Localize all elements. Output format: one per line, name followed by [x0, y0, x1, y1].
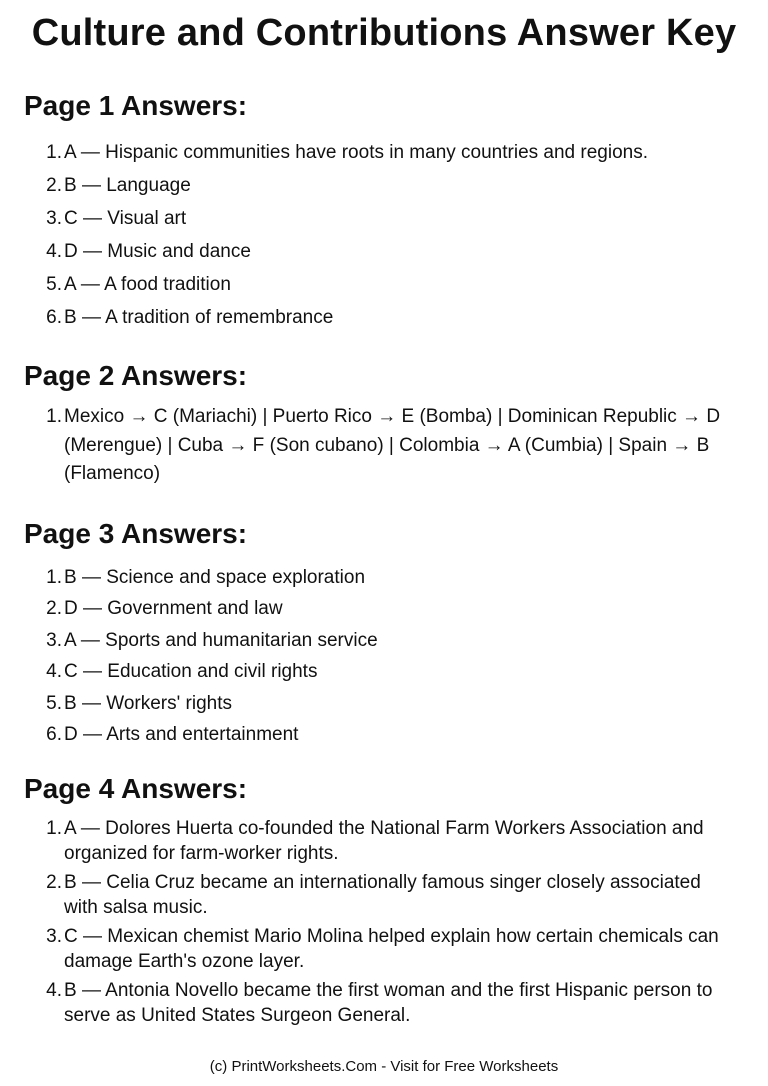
list-item	[24, 403, 724, 489]
item-text: B — Antonia Novello became the first woman and the first Hispanic person to serve as United States Surgeon General.	[64, 980, 713, 1026]
list-item	[24, 870, 724, 920]
answer-list-page-2	[24, 403, 724, 489]
item-text: Mexico → C (Mariachi) | Puerto Rico → E (Bomba) | Dominican Republic → D (Merengue) | Cuba → F (Son cubano) | Colombia → A (Cumbia) | Spain → B (Flamenco)	[64, 406, 721, 484]
list-item	[24, 593, 724, 624]
section-heading-page-1: Page 1 Answers:	[24, 90, 248, 121]
item-number: 3.	[46, 629, 62, 651]
list-item	[24, 816, 724, 866]
item-number: 1.	[46, 142, 62, 163]
item-text: A — A food tradition	[64, 274, 231, 295]
list-item	[24, 656, 724, 687]
item-number: 3.	[46, 926, 62, 947]
item-text: A — Hispanic communities have roots in many countries and regions.	[64, 142, 648, 163]
item-number: 6.	[46, 307, 62, 328]
answer-list-page-4	[24, 816, 724, 1032]
item-number: 4.	[46, 241, 62, 262]
item-number: 1.	[46, 567, 62, 588]
item-text: B — A tradition of remembrance	[64, 307, 334, 328]
list-item	[24, 268, 724, 301]
item-number: 4.	[46, 980, 62, 1001]
item-text: D — Arts and entertainment	[64, 724, 299, 746]
item-number: 6.	[46, 724, 62, 746]
page-title: Culture and Contributions Answer Key	[31, 12, 737, 54]
item-text: A — Dolores Huerta co-founded the National Farm Workers Association and organized for farm-worker rights.	[64, 818, 704, 864]
answer-list-page-3	[24, 562, 724, 750]
list-item	[24, 562, 724, 593]
item-number: 1.	[46, 818, 62, 839]
item-number: 2.	[46, 872, 62, 893]
item-number: 2.	[46, 598, 62, 620]
item-text: D — Government and law	[64, 598, 283, 620]
list-item	[24, 625, 724, 656]
section-heading-page-2: Page 2 Answers:	[24, 360, 248, 391]
list-item	[24, 719, 724, 750]
item-number: 3.	[46, 208, 62, 229]
item-number: 4.	[46, 661, 62, 683]
section-heading-page-3: Page 3 Answers:	[24, 518, 248, 549]
item-text: C — Education and civil rights	[64, 661, 318, 683]
item-number: 5.	[46, 692, 62, 714]
list-item	[24, 202, 724, 235]
list-item	[24, 136, 724, 169]
item-text: B — Science and space exploration	[64, 567, 366, 588]
item-number: 1.	[46, 406, 62, 427]
list-item	[24, 978, 724, 1028]
list-item	[24, 169, 724, 202]
answer-list-page-1	[24, 136, 724, 334]
section-heading-page-4: Page 4 Answers:	[24, 773, 248, 804]
item-number: 2.	[46, 175, 62, 196]
list-item	[24, 301, 724, 334]
item-text: D — Music and dance	[64, 241, 251, 262]
item-text: C — Mexican chemist Mario Molina helped explain how certain chemicals can damage Earth's ozone layer.	[64, 926, 719, 972]
item-text: B — Workers' rights	[64, 692, 232, 714]
footer-credit: (c) PrintWorksheets.Com - Visit for Free Worksheets	[209, 1058, 559, 1075]
list-item	[24, 235, 724, 268]
item-text: B — Celia Cruz became an internationally famous singer closely associated with salsa music.	[64, 872, 701, 918]
list-item	[24, 688, 724, 719]
item-number: 5.	[46, 274, 62, 295]
item-text: B — Language	[64, 175, 191, 196]
item-text: A — Sports and humanitarian service	[64, 629, 378, 651]
list-item	[24, 924, 724, 974]
item-text: C — Visual art	[64, 208, 187, 229]
